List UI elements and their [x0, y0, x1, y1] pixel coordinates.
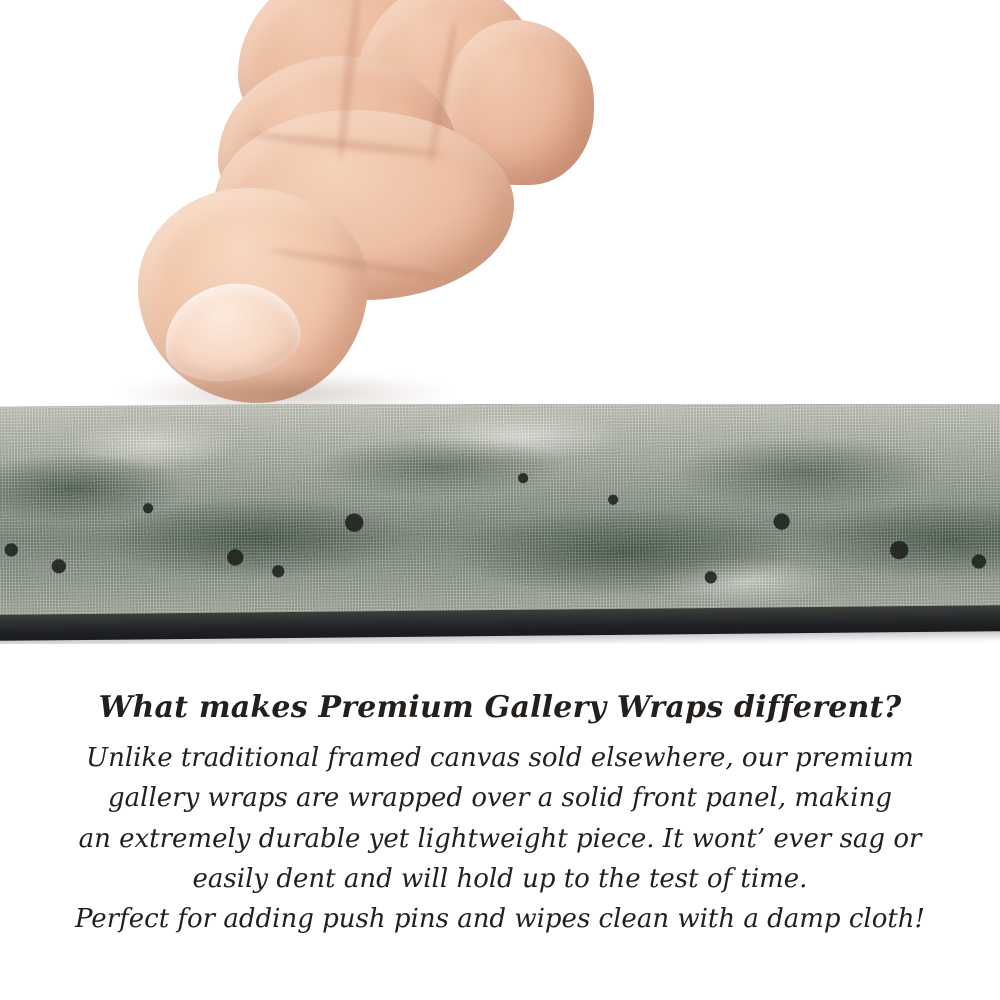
canvas-speck — [972, 554, 986, 568]
canvas-weave-texture — [0, 404, 1000, 623]
canvas-speck — [345, 513, 364, 532]
canvas-speck — [143, 503, 153, 513]
canvas-speck — [705, 571, 717, 583]
canvas-speck — [773, 513, 789, 529]
caption-line: gallery wraps are wrapped over a solid front panel, making — [108, 783, 892, 814]
caption-line: easily dent and will hold up to the test of time. — [192, 863, 808, 894]
hand-photo-area — [0, 0, 1000, 406]
caption-line: an extremely durable yet lightweight piece. It wont’ ever sag or — [78, 823, 922, 854]
caption-heading: What makes Premium Gallery Wraps different? — [98, 690, 902, 725]
canvas-speck — [227, 549, 243, 565]
canvas-speck — [518, 473, 528, 483]
canvas-speck — [890, 541, 909, 560]
hand-contact-shadow — [120, 372, 450, 406]
canvas-print-surface — [0, 404, 1000, 623]
caption-line: Unlike traditional framed canvas sold elsewhere, our premium — [86, 743, 914, 773]
caption-line: Perfect for adding push pins and wipes clean with a damp cloth! — [74, 904, 925, 935]
canvas-speck — [608, 495, 618, 505]
canvas-edge-strip — [0, 404, 1000, 644]
canvas-speck — [52, 559, 66, 573]
canvas-speck — [5, 543, 18, 556]
canvas-speck — [272, 565, 284, 577]
hand-illustration — [118, 0, 588, 406]
caption-block — [0, 690, 1000, 939]
